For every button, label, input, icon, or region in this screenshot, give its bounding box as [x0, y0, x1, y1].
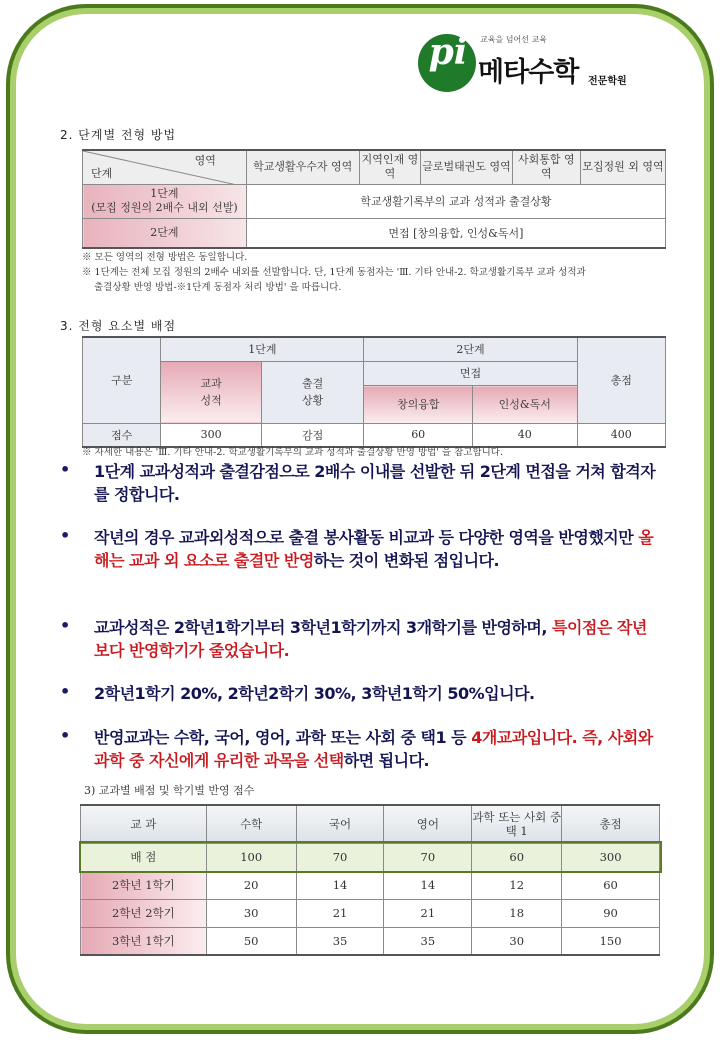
- bullet-icon: •: [60, 526, 71, 545]
- table-cell: 50: [206, 927, 296, 955]
- header-cell: 학교생활우수자 영역: [246, 150, 359, 184]
- bullet-segment: 교과성적은 2학년1학기부터 3학년1학기까지 3개학기를 반영하며,: [94, 618, 552, 637]
- score-cell: 감점: [261, 423, 364, 447]
- bullet-segment: 반영교과는 수학, 국어, 영어, 과학 또는 사회 중 택1 등: [94, 728, 472, 747]
- table-cell: 60: [562, 871, 660, 899]
- bullet-text: [94, 460, 660, 506]
- bullet-icon: •: [60, 682, 71, 701]
- section-2-title: 2. 단계별 전형 방법: [60, 128, 177, 142]
- stage-method-table: [82, 149, 666, 249]
- bullet-icon: •: [60, 726, 71, 745]
- header-cell: 교 과: [81, 805, 207, 843]
- table-cell: 12: [472, 871, 562, 899]
- table-cell: 14: [384, 871, 472, 899]
- row-label: 2학년 2학기: [81, 899, 207, 927]
- table-cell: 30: [206, 899, 296, 927]
- row-label: 3학년 1학기: [81, 927, 207, 955]
- bullet-text: [94, 616, 660, 662]
- table-cell: 70: [296, 843, 384, 871]
- stage-sub-label: (모집 정원의 2배수 내외 선발): [91, 201, 238, 214]
- table-cell: 35: [296, 927, 384, 955]
- score-cell: 400: [577, 423, 666, 447]
- note-line: ※ 모든 영역의 전형 방법은 동일합니다.: [82, 252, 248, 263]
- creative-header: 창의융합: [364, 386, 473, 423]
- logo-name: 메타수학: [478, 57, 579, 88]
- table-cell: 150: [562, 927, 660, 955]
- stage-2-cell: 2단계: [83, 218, 247, 248]
- section-3-title: 3. 전형 요소별 배점: [60, 319, 177, 333]
- logo-mark-text: pi: [428, 31, 468, 73]
- score-cell: 60: [364, 423, 473, 447]
- stage-1-header: 1단계: [161, 337, 364, 361]
- table-cell: 30: [472, 927, 562, 955]
- table-cell: 90: [562, 899, 660, 927]
- score-allocation-table: [82, 336, 666, 448]
- note-line: 출결상황 반영 방법-※1단계 동점자 처리 방법' 을 따릅니다.: [94, 282, 342, 293]
- table-cell: 100: [206, 843, 296, 871]
- label-col-header: 구분: [83, 337, 161, 423]
- header-cell: 과학 또는 사회 중 택 1: [472, 805, 562, 843]
- row-label: 2학년 1학기: [81, 871, 207, 899]
- subject-score-table: [80, 804, 660, 956]
- note-line: ※ 1단계는 전체 모집 정원의 2배수 내외를 선발합니다. 단, 1단계 동점자는 'Ⅲ. 기타 안내-2. 학교생활기록부 교과 성적과: [82, 267, 586, 278]
- table-cell: 18: [472, 899, 562, 927]
- bullet-highlight: 올해는 교과 외 요소로 출결만 반영: [94, 528, 654, 570]
- score-label: 점수: [83, 423, 161, 447]
- bullet-segment: 작년의 경우 교과외성적으로 출결 봉사활동 비교과 등 다양한 영역을 반영했지만: [94, 528, 639, 547]
- header-cell: 총점: [562, 805, 660, 843]
- bullet-segment: 1단계 교과성적과 출결감점으로 2배수 이내를 선발한 뒤 2단계 면접을 거쳐 합격자를 정합니다.: [94, 462, 656, 504]
- bullet-icon: •: [60, 460, 71, 479]
- score-cell: 300: [161, 423, 262, 447]
- subject-table-title: 3) 교과별 배점 및 학기별 반영 점수: [84, 784, 255, 797]
- table-cell: 21: [296, 899, 384, 927]
- table-cell: 14: [296, 871, 384, 899]
- corner-top-label: 영역: [194, 154, 216, 167]
- header-cell: 모집정원 외 영역: [580, 150, 665, 184]
- total-header: 총점: [577, 337, 666, 423]
- table-corner: [83, 150, 247, 184]
- bullet-text: [94, 682, 660, 705]
- grades-header: [161, 361, 262, 423]
- bullet-highlight: 특이점은 작년보다 반영학기가 줄었습니다.: [94, 618, 647, 660]
- bullet-icon: •: [60, 616, 71, 635]
- stage-1-cell: [83, 184, 247, 218]
- table-cell: 20: [206, 871, 296, 899]
- stage-label: 1단계: [150, 187, 179, 200]
- attendance-header: [261, 361, 364, 423]
- logo-tagline: 교육을 넘어선 교육: [480, 35, 547, 44]
- header-cell: 국어: [296, 805, 384, 843]
- table-cell: 60: [472, 843, 562, 871]
- corner-bottom-label: 단계: [91, 166, 113, 180]
- character-header: 인성&독서: [472, 386, 577, 423]
- table-cell: 21: [384, 899, 472, 927]
- header-cell: 글로벌태권도 영역: [421, 150, 512, 184]
- bullet-segment: 하면 됩니다.: [343, 751, 430, 770]
- header-cell: 영어: [384, 805, 472, 843]
- grades-label: 교과 성적: [200, 377, 222, 407]
- stage-2-header: 2단계: [364, 337, 577, 361]
- logo-subtitle: 전문학원: [588, 76, 627, 87]
- bullet-text: [94, 726, 660, 772]
- section-3-note: ※ 자세한 내용은 'Ⅲ. 기타 안내-2. 학교생활기록부의 교과 성적과 출결상황 반영 방법' 을 참고합니다.: [82, 447, 504, 458]
- bullet-segment: 하는 것이 변화된 점입니다.: [313, 551, 500, 570]
- bullet-segment: 2학년1학기 20%, 2학년2학기 30%, 3학년1학기 50%입니다.: [94, 684, 535, 703]
- table-cell: 35: [384, 927, 472, 955]
- bullet-text: [94, 526, 660, 572]
- header-cell: 수학: [206, 805, 296, 843]
- stage-1-content: 학교생활기록부의 교과 성적과 출결상황: [246, 184, 665, 218]
- header-cell: 지역인재 영역: [359, 150, 421, 184]
- academy-logo: [418, 24, 648, 94]
- stage-2-content: 면접 [창의융합, 인성&독서]: [246, 218, 665, 248]
- table-cell: 70: [384, 843, 472, 871]
- row-label: 배 점: [81, 843, 207, 871]
- section-2-notes: [82, 250, 682, 295]
- bullet-highlight: 4개교과입니다. 즉, 사회와 과학 중 자신에게 유리한 과목을 선택: [94, 728, 653, 770]
- attendance-label: 출결 상황: [302, 377, 324, 407]
- table-cell: 300: [562, 843, 660, 871]
- header-cell: 사회통합 영역: [512, 150, 580, 184]
- interview-header: 면접: [364, 361, 577, 386]
- score-cell: 40: [472, 423, 577, 447]
